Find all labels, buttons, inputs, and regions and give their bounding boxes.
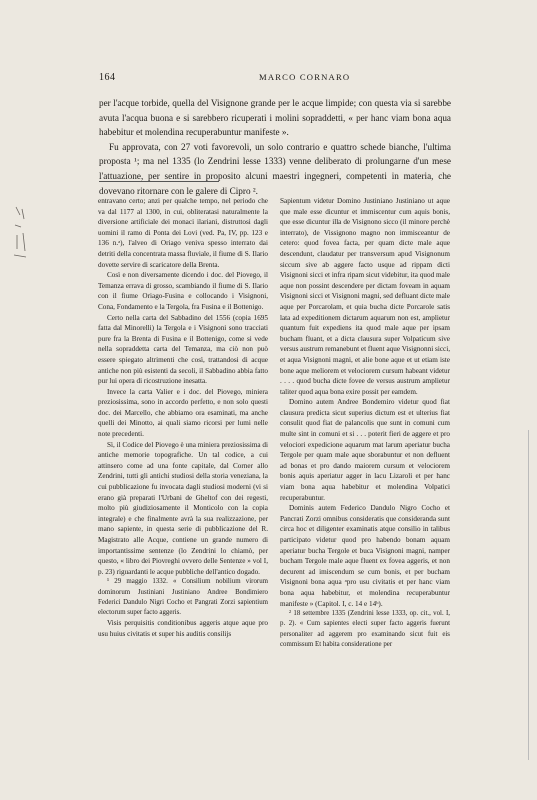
body-paragraph: Così e non diversamente dicendo i doc. del Piovego, il Temanza errava di grosso, scambiando il fiume di S. Ilario con il fiume Oriago-Fusina e collocando i Visignoni, Cona, Fondamento e la Tergola, fra Fusina e il Bottenigo. (98, 271, 268, 311)
running-title: MARCO CORNARO (259, 72, 351, 82)
body-paragraph: entravano certo; anzi per qualche tempo, nel periodo che va dal 1177 al 1300, in cui, obliteratasi naturalmente la diversione artificiale dei monaci ilariani, distruttosi dagli uomini il ramo di Ponta dei Lovi (ved. Pa, IV, pp. 123 e 136 n.ᵃ), l'alveo di Oriago veniva spesso interrato dai detriti della concentrata massa fluviale, il fiume di S. Ilario dovette servire di scaricatore della Brenta. (98, 197, 268, 269)
right-column (280, 196, 450, 650)
page-number: 164 (99, 72, 116, 83)
intro-paragraph: per l'acque torbide, quella del Visignone grande per le acque limpide; con questa via si sarebbe avuta l'acqua buona e si sarebbero ricuperati i molini sopraddetti, « per hanc viam bona aqua habebitur et molendina recuperabuntur manifeste ». (99, 98, 451, 138)
body-paragraph: Sapientum videtur Domino Justiniano Justiniano ut aque que male esse dicuntur et immiscentur cum aquis bonis, que esse dicuntur illa de Visignono sicco (il minore perchè interrato), de Vissignono magno non immisceantur de cetero: quod fovea facta, per quam dicte male aque descendunt, claudatur per transversum apud Visignonum siccum sive ab aggere facto usque ad rippam dicti Visignoni sicci et infra ripam sicut videbitur, ita quod male aque non possint descendere per dictam foveam in aquam Visignoni sicci et Visignoni magni, sed defluant dicte male aque per Porcarolam, et quia bucha dicte Porcarole satis lata ad expeditionem dictarum aquarum non est, amplietur quantum fuit expediens ita quod male aque per ipsam bucham fluant, et a dicta clausura super Volpaticum sive versus austrum remanebunt et fluent aque Visignonni sicci, et aqua Visignoni magni, et alie bone aque et ut etiam iste bone aque meliorem et velociorem cursum habeant videtur . . . . quod bucha dicte fovee de versus austrum amplietur taliter quod aqua bona exire possit per eamdem. (280, 197, 450, 396)
left-column (98, 196, 268, 639)
margin-annotation (12, 205, 30, 265)
separator-rule (99, 181, 219, 182)
body-paragraph: Certo nella carta del Sabbadino del 1556 (copia 1695 fatta dal Minorelli) la Tergola e i Visignoni sono tracciati pure fra la Brenta di Fusina e il Bottenigo, come si vede nella sopraddetta carta del Temanza, ma ciò non può essere spiegato altrimenti che così, trattandosi di acque antiche non più esistenti da secoli, il Sabbadino abbia fatto pur lui opera di ricostruzione inesatta. (98, 313, 268, 386)
body-paragraph: Dominis autem Federico Dandulo Nigro Cocho et Pancrati Zorzi omnibus consideratis que consideranda sunt circa hoc et diligenter examinatis atque consilio in talibus participato videtur quod pro habendo bonam aquam aperiatur bucha Tergole et buca Visignoni magni, namper bucham Tergole male aque fluent ex fovea aggeris, et non decurent ad imiscendum se cum bonis, et per bucham Visignoni bona aqua ᵃpro usu civitatis et per hanc viam bona aqua habebitur, et molendina recuperabuntur manifeste » (Capitol. I, c. 14 e 14ᵇ). (280, 504, 450, 608)
body-paragraph: Visis perquisitis conditionibus aggeris atque aque pro usu huius civitatis et super his auditis consilijs (98, 619, 268, 638)
footnote: ¹ 29 maggio 1332. « Consilium nobilium virorum dominorum Justiniani Justiniano Andree Bondimiero Federici Dandulo Nigri Cocho et Pangrati Zorzi sapientium electorum super facto aggeris. (98, 578, 268, 616)
page-header (99, 72, 451, 86)
intro-paragraph: Fu approvata, con 27 voti favorevoli, un solo contrario e quattro schede bianche, l'ultima proposta ¹; ma nel 1335 (lo Zendrini lesse 1333) venne deliberato di prolungarne d'un mese l'attuazione, per sentire in proposito alcuni maestri ingegneri, competenti in materia, che dovevano ritornare con le galere di Cipro ². (99, 141, 451, 196)
body-paragraph: Domino autem Andree Bondemiro videtur quod fiat clausura predicta sicut superius dictum est et ulterius fiat consulit quod fiat de palancolis que sunt in comuni cum multe sint in comuni et si . . . poterit fieri de aggere et pro velociori expedicione aquarum mat larum aperiatur bucha Tergole per quam male aque sborabuntur et non defluent ad bonas et pro dando maiorem cursum et velociorem bonis aquis aperiatur agger in lacu Lizaroli et per hanc viam bona aqua habebitur et molendina Volpatici recuperabuntur. (280, 398, 450, 502)
body-paragraph: Sì, il Codice del Piovego è una miniera preziosissima di antiche memorie topografiche. Un tal codice, a cui attinsero come ad una fonte capitale, dal Corner allo Zendrini, tutti gli antichi studiosi della storia veneziana, la cui pubblicazione fu invocata dagli studiosi moderni (vi si erano già preparati l'Urbani de Gheltof con dei regesti, molto più giudiziosamente il Monticolo con la copia integrale) e che finalmente avrà la sua realizzazione, per mano sapiente, in questa serie di pubblicazione del R. Magistrato alle Acque, contiene un grande numero di importantissime sentenze (lo Zendrini lo chiamò, per questo, « libro dei Piovreghi ovvero delle Sentenze » vol I, p. 23) riguardanti le acque pubbliche dell'antico dogado. (98, 440, 268, 576)
intro-text (99, 96, 451, 198)
footnote: ² 18 settembre 1335 (Zendrini lesse 1333, op. cit., vol. I, p. 2). « Cum sapientes electi super facto aggeris fuerunt personaliter ad aggerem pro examinando sicut fuit eis commissum Et habita consideratione per (280, 610, 450, 648)
body-paragraph: Invece la carta Valier e i doc. del Piovego, miniera preziosissima, sono in accordo perfetto, e non solo questi doc. dei Marcello, che abbiamo ora esaminati, ma anche quelli dei Minotto, ai quali siamo ricorsi per lumi nelle note precedenti. (98, 387, 268, 439)
page-edge-line (528, 430, 529, 760)
